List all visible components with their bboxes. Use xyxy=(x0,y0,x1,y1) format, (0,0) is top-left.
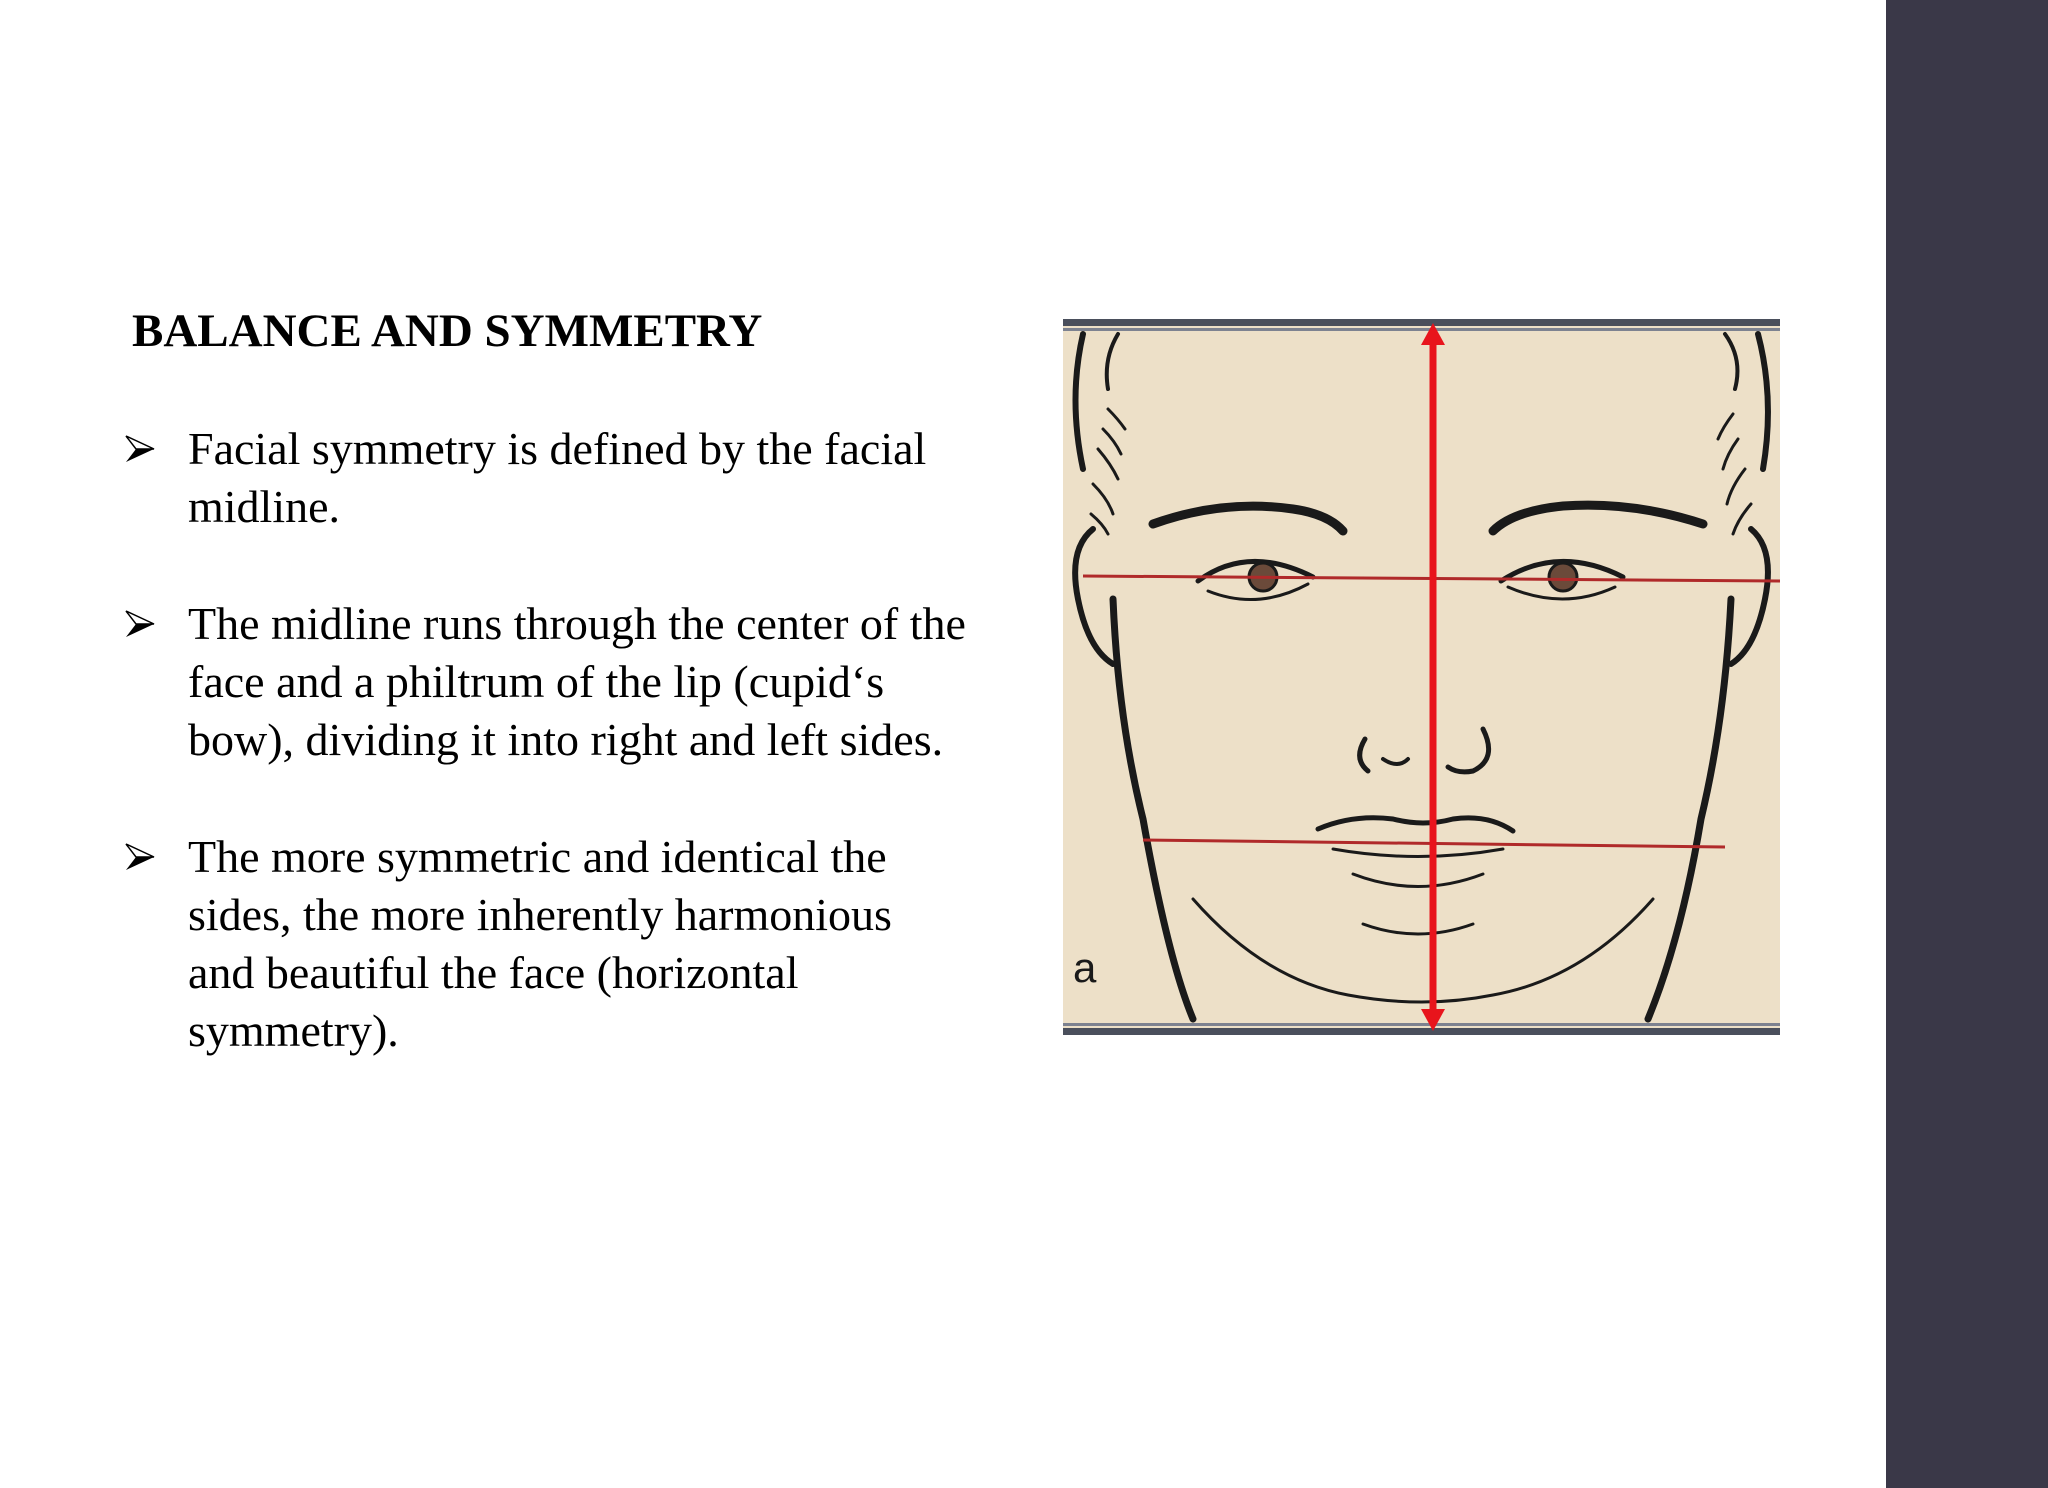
face-symmetry-illustration-icon xyxy=(1063,319,1780,1035)
bullet-item xyxy=(120,420,948,536)
arrow-bullet-icon xyxy=(124,434,156,464)
bullet-item xyxy=(120,595,968,769)
accent-side-bar xyxy=(1886,0,2048,1488)
bullet-text: Facial symmetry is defined by the facial midline. xyxy=(188,423,927,532)
arrow-bullet-icon xyxy=(124,842,156,872)
bullet-text: The midline runs through the center of the face and a philtrum of the lip (cupid‘s bow), dividing it into right and left sides. xyxy=(188,598,966,765)
bullet-item xyxy=(120,828,968,1060)
face-symmetry-figure xyxy=(1063,319,1780,1035)
bullet-text: The more symmetric and identical the sides, the more inherently harmonious and beautiful the face (horizontal symmetry). xyxy=(188,831,892,1056)
figure-panel-label: a xyxy=(1073,944,1097,991)
bullet-list xyxy=(120,420,966,1119)
slide-title: BALANCE AND SYMMETRY xyxy=(132,305,763,357)
arrow-bullet-icon xyxy=(124,609,156,639)
